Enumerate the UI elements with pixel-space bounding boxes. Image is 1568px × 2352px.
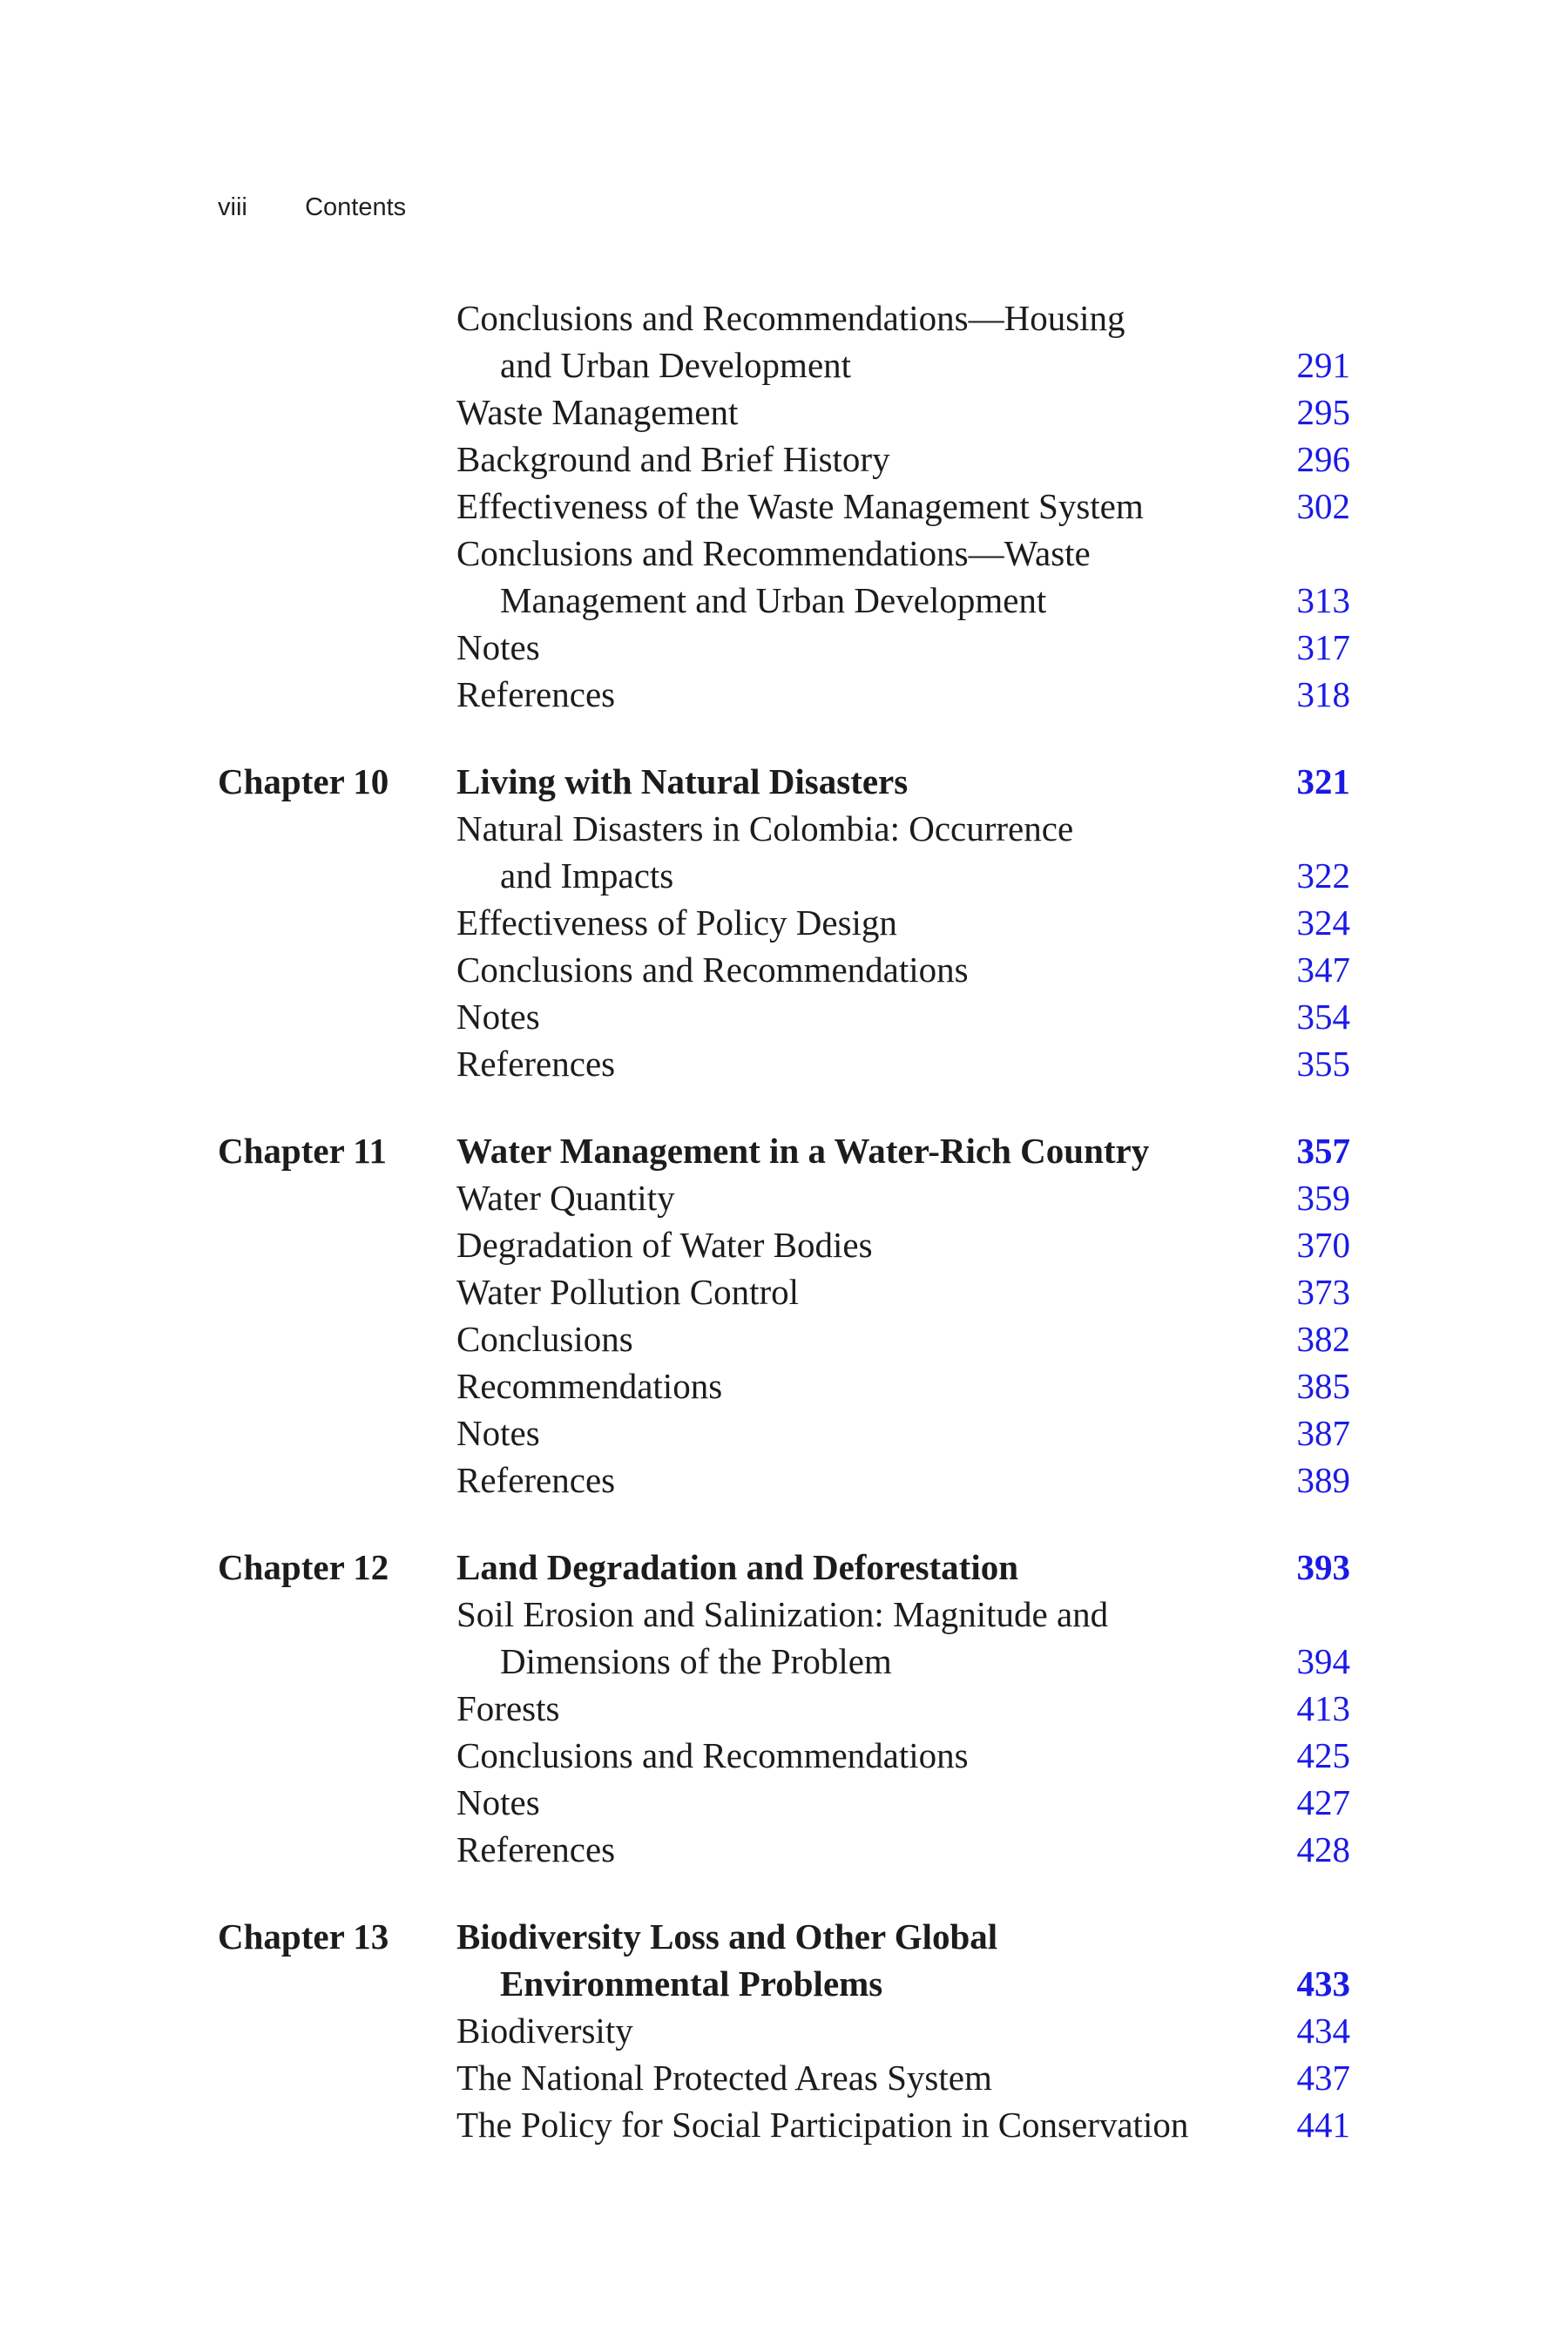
toc-line: [218, 852, 1350, 899]
chapter-label: Chapter 12: [218, 1547, 389, 1587]
entry-title: Notes: [456, 997, 540, 1037]
entry-title: Effectiveness of the Waste Management System: [456, 486, 1144, 526]
toc-line: [218, 946, 1350, 993]
toc-entry[interactable]: [218, 671, 1350, 718]
entry-title: Natural Disasters in Colombia: Occurrence: [456, 808, 1074, 848]
running-head: [218, 193, 406, 222]
toc-chapter-entry[interactable]: [218, 1544, 1350, 1591]
toc-entry[interactable]: [218, 1268, 1350, 1315]
chapter-title: Biodiversity Loss and Other Global: [456, 1916, 998, 1957]
page-number-link[interactable]: 434: [1296, 2011, 1350, 2051]
toc-entry[interactable]: [218, 1362, 1350, 1409]
page-number-link[interactable]: 295: [1296, 392, 1350, 432]
toc-entry[interactable]: [218, 1040, 1350, 1087]
entry-title: Biodiversity: [456, 2011, 633, 2051]
chapter-title: Water Management in a Water-Rich Country: [456, 1131, 1150, 1171]
page-number-link[interactable]: 324: [1296, 902, 1350, 943]
toc-line: [218, 1221, 1350, 1268]
page-number-link[interactable]: 291: [1296, 345, 1350, 385]
toc-entry[interactable]: [218, 1174, 1350, 1221]
toc-entry[interactable]: [218, 2101, 1350, 2148]
toc-line: [218, 671, 1350, 718]
toc-chapter-block: [218, 1127, 1350, 1504]
toc-line: [218, 436, 1350, 483]
page-number-link[interactable]: 428: [1296, 1829, 1350, 1869]
toc-line: [218, 1826, 1350, 1873]
page-folio: viii: [218, 193, 247, 221]
entry-title: Notes: [456, 1413, 540, 1453]
toc-entry[interactable]: [218, 1826, 1350, 1873]
entry-title: Notes: [456, 1782, 540, 1822]
page-number-link[interactable]: 322: [1296, 855, 1350, 896]
toc-entry[interactable]: [218, 899, 1350, 946]
toc-line: [218, 805, 1350, 852]
toc-chapter-block: [218, 1544, 1350, 1873]
toc-line: [218, 1638, 1350, 1685]
toc-entry[interactable]: [218, 1221, 1350, 1268]
toc-line: [218, 899, 1350, 946]
page-number-link[interactable]: 296: [1296, 439, 1350, 479]
toc-line: [218, 993, 1350, 1040]
toc-line: [218, 483, 1350, 530]
toc-line: [218, 1732, 1350, 1779]
toc-line: [218, 2007, 1350, 2054]
entry-title: Conclusions and Recommendations—Housing: [456, 298, 1125, 338]
page-number-link[interactable]: 382: [1296, 1319, 1350, 1359]
toc-chapter-entry[interactable]: [218, 758, 1350, 805]
toc-line: [218, 2101, 1350, 2148]
toc-entry[interactable]: [218, 805, 1350, 899]
entry-title: Conclusions and Recommendations: [456, 1735, 969, 1775]
entry-title: and Impacts: [500, 855, 674, 896]
entry-title: References: [456, 1829, 616, 1869]
toc-chapter-block: [218, 1913, 1350, 2148]
toc-entry[interactable]: [218, 483, 1350, 530]
toc-chapter-block: [218, 758, 1350, 1087]
toc-line: [218, 1174, 1350, 1221]
toc-entry[interactable]: [218, 2054, 1350, 2101]
chapter-label: Chapter 13: [218, 1916, 389, 1957]
page-number-link[interactable]: 347: [1296, 950, 1350, 990]
page-number-link[interactable]: 385: [1296, 1366, 1350, 1406]
toc-entry[interactable]: [218, 530, 1350, 624]
entry-title: Forests: [456, 1688, 560, 1728]
toc-line: [218, 1960, 1350, 2007]
toc-line: [218, 577, 1350, 624]
toc-entry[interactable]: [218, 1456, 1350, 1504]
toc-line: [218, 389, 1350, 436]
entry-title: Degradation of Water Bodies: [456, 1225, 873, 1265]
entry-title: Management and Urban Development: [500, 580, 1047, 620]
entry-title: The National Protected Areas System: [456, 2058, 992, 2098]
page-number-link[interactable]: 413: [1296, 1688, 1350, 1728]
page-number-link[interactable]: 427: [1296, 1782, 1350, 1822]
chapter-label: Chapter 10: [218, 761, 389, 801]
entry-title: Conclusions: [456, 1319, 633, 1359]
toc-chapter-entry[interactable]: [218, 1913, 1350, 2007]
page-number-link[interactable]: 370: [1296, 1225, 1350, 1265]
page-number-link[interactable]: 373: [1296, 1272, 1350, 1312]
entry-title: References: [456, 1460, 616, 1500]
chapter-title: Environmental Problems: [500, 1963, 883, 2004]
toc-line: [218, 1409, 1350, 1456]
toc-entry[interactable]: [218, 294, 1350, 389]
entry-title: Soil Erosion and Salinization: Magnitude and: [456, 1594, 1109, 1634]
toc-line: [218, 1685, 1350, 1732]
toc-line: [218, 294, 1350, 341]
page-number-link[interactable]: 321: [1296, 761, 1350, 801]
entry-title: Water Pollution Control: [456, 1272, 800, 1312]
chapter-title: Land Degradation and Deforestation: [456, 1547, 1019, 1587]
toc-entry[interactable]: [218, 1315, 1350, 1362]
entry-title: References: [456, 1044, 616, 1084]
entry-title: References: [456, 674, 616, 714]
page-number-link[interactable]: 359: [1296, 1178, 1350, 1218]
page-number-link[interactable]: 393: [1296, 1547, 1350, 1587]
entry-title: The Policy for Social Participation in Conservation: [456, 2105, 1189, 2145]
toc-entry[interactable]: [218, 1685, 1350, 1732]
toc-line: [218, 1544, 1350, 1591]
toc-line: [218, 1040, 1350, 1087]
page-number-link[interactable]: 318: [1296, 674, 1350, 714]
toc-line: [218, 1268, 1350, 1315]
toc-line: [218, 1315, 1350, 1362]
toc-line: [218, 1779, 1350, 1826]
page-number-link[interactable]: 394: [1296, 1641, 1350, 1681]
page-number-link[interactable]: 389: [1296, 1460, 1350, 1500]
toc-entry[interactable]: [218, 389, 1350, 436]
running-head-title: Contents: [305, 193, 407, 221]
entry-title: and Urban Development: [500, 345, 852, 385]
page-number-link[interactable]: 441: [1296, 2105, 1350, 2145]
toc-line: [218, 530, 1350, 577]
toc-line: [218, 1362, 1350, 1409]
toc-entry[interactable]: [218, 1591, 1350, 1685]
page-number-link[interactable]: 313: [1296, 580, 1350, 620]
toc-entry[interactable]: [218, 2007, 1350, 2054]
page-number-link[interactable]: 357: [1296, 1131, 1350, 1171]
toc-entry[interactable]: [218, 993, 1350, 1040]
toc-line: [218, 341, 1350, 389]
toc-entry[interactable]: [218, 624, 1350, 671]
toc-line: [218, 1591, 1350, 1638]
entry-title: Effectiveness of Policy Design: [456, 902, 897, 943]
entry-title: Water Quantity: [456, 1178, 675, 1218]
entry-title: Recommendations: [456, 1366, 723, 1406]
toc-entry[interactable]: [218, 436, 1350, 483]
page-number-link[interactable]: 433: [1296, 1963, 1350, 2004]
toc-line: [218, 1456, 1350, 1504]
toc-entry[interactable]: [218, 1409, 1350, 1456]
toc-chapter-entry[interactable]: [218, 1127, 1350, 1174]
entry-title: Waste Management: [456, 392, 739, 432]
entry-title: Background and Brief History: [456, 439, 890, 479]
chapter-title: Living with Natural Disasters: [456, 761, 909, 801]
entry-title: Notes: [456, 627, 540, 667]
chapter-label: Chapter 11: [218, 1131, 388, 1171]
toc-entry[interactable]: [218, 946, 1350, 993]
entry-title: Conclusions and Recommendations—Waste: [456, 533, 1091, 573]
page-number-link[interactable]: 355: [1296, 1044, 1350, 1084]
entry-title: Dimensions of the Problem: [500, 1641, 892, 1681]
page-number-link[interactable]: 387: [1296, 1413, 1350, 1453]
page-number-link[interactable]: 302: [1296, 486, 1350, 526]
toc-entry[interactable]: [218, 1732, 1350, 1779]
toc-entry[interactable]: [218, 1779, 1350, 1826]
toc-continued-block: [218, 294, 1350, 718]
entry-title: Conclusions and Recommendations: [456, 950, 969, 990]
table-of-contents: [218, 294, 1350, 2188]
toc-line: [218, 758, 1350, 805]
toc-line: [218, 2054, 1350, 2101]
toc-line: [218, 624, 1350, 671]
page-number-link[interactable]: 425: [1296, 1735, 1350, 1775]
page-number-link[interactable]: 317: [1296, 627, 1350, 667]
page-number-link[interactable]: 354: [1296, 997, 1350, 1037]
toc-line: [218, 1127, 1350, 1174]
toc-line: [218, 1913, 1350, 1960]
page-number-link[interactable]: 437: [1296, 2058, 1350, 2098]
